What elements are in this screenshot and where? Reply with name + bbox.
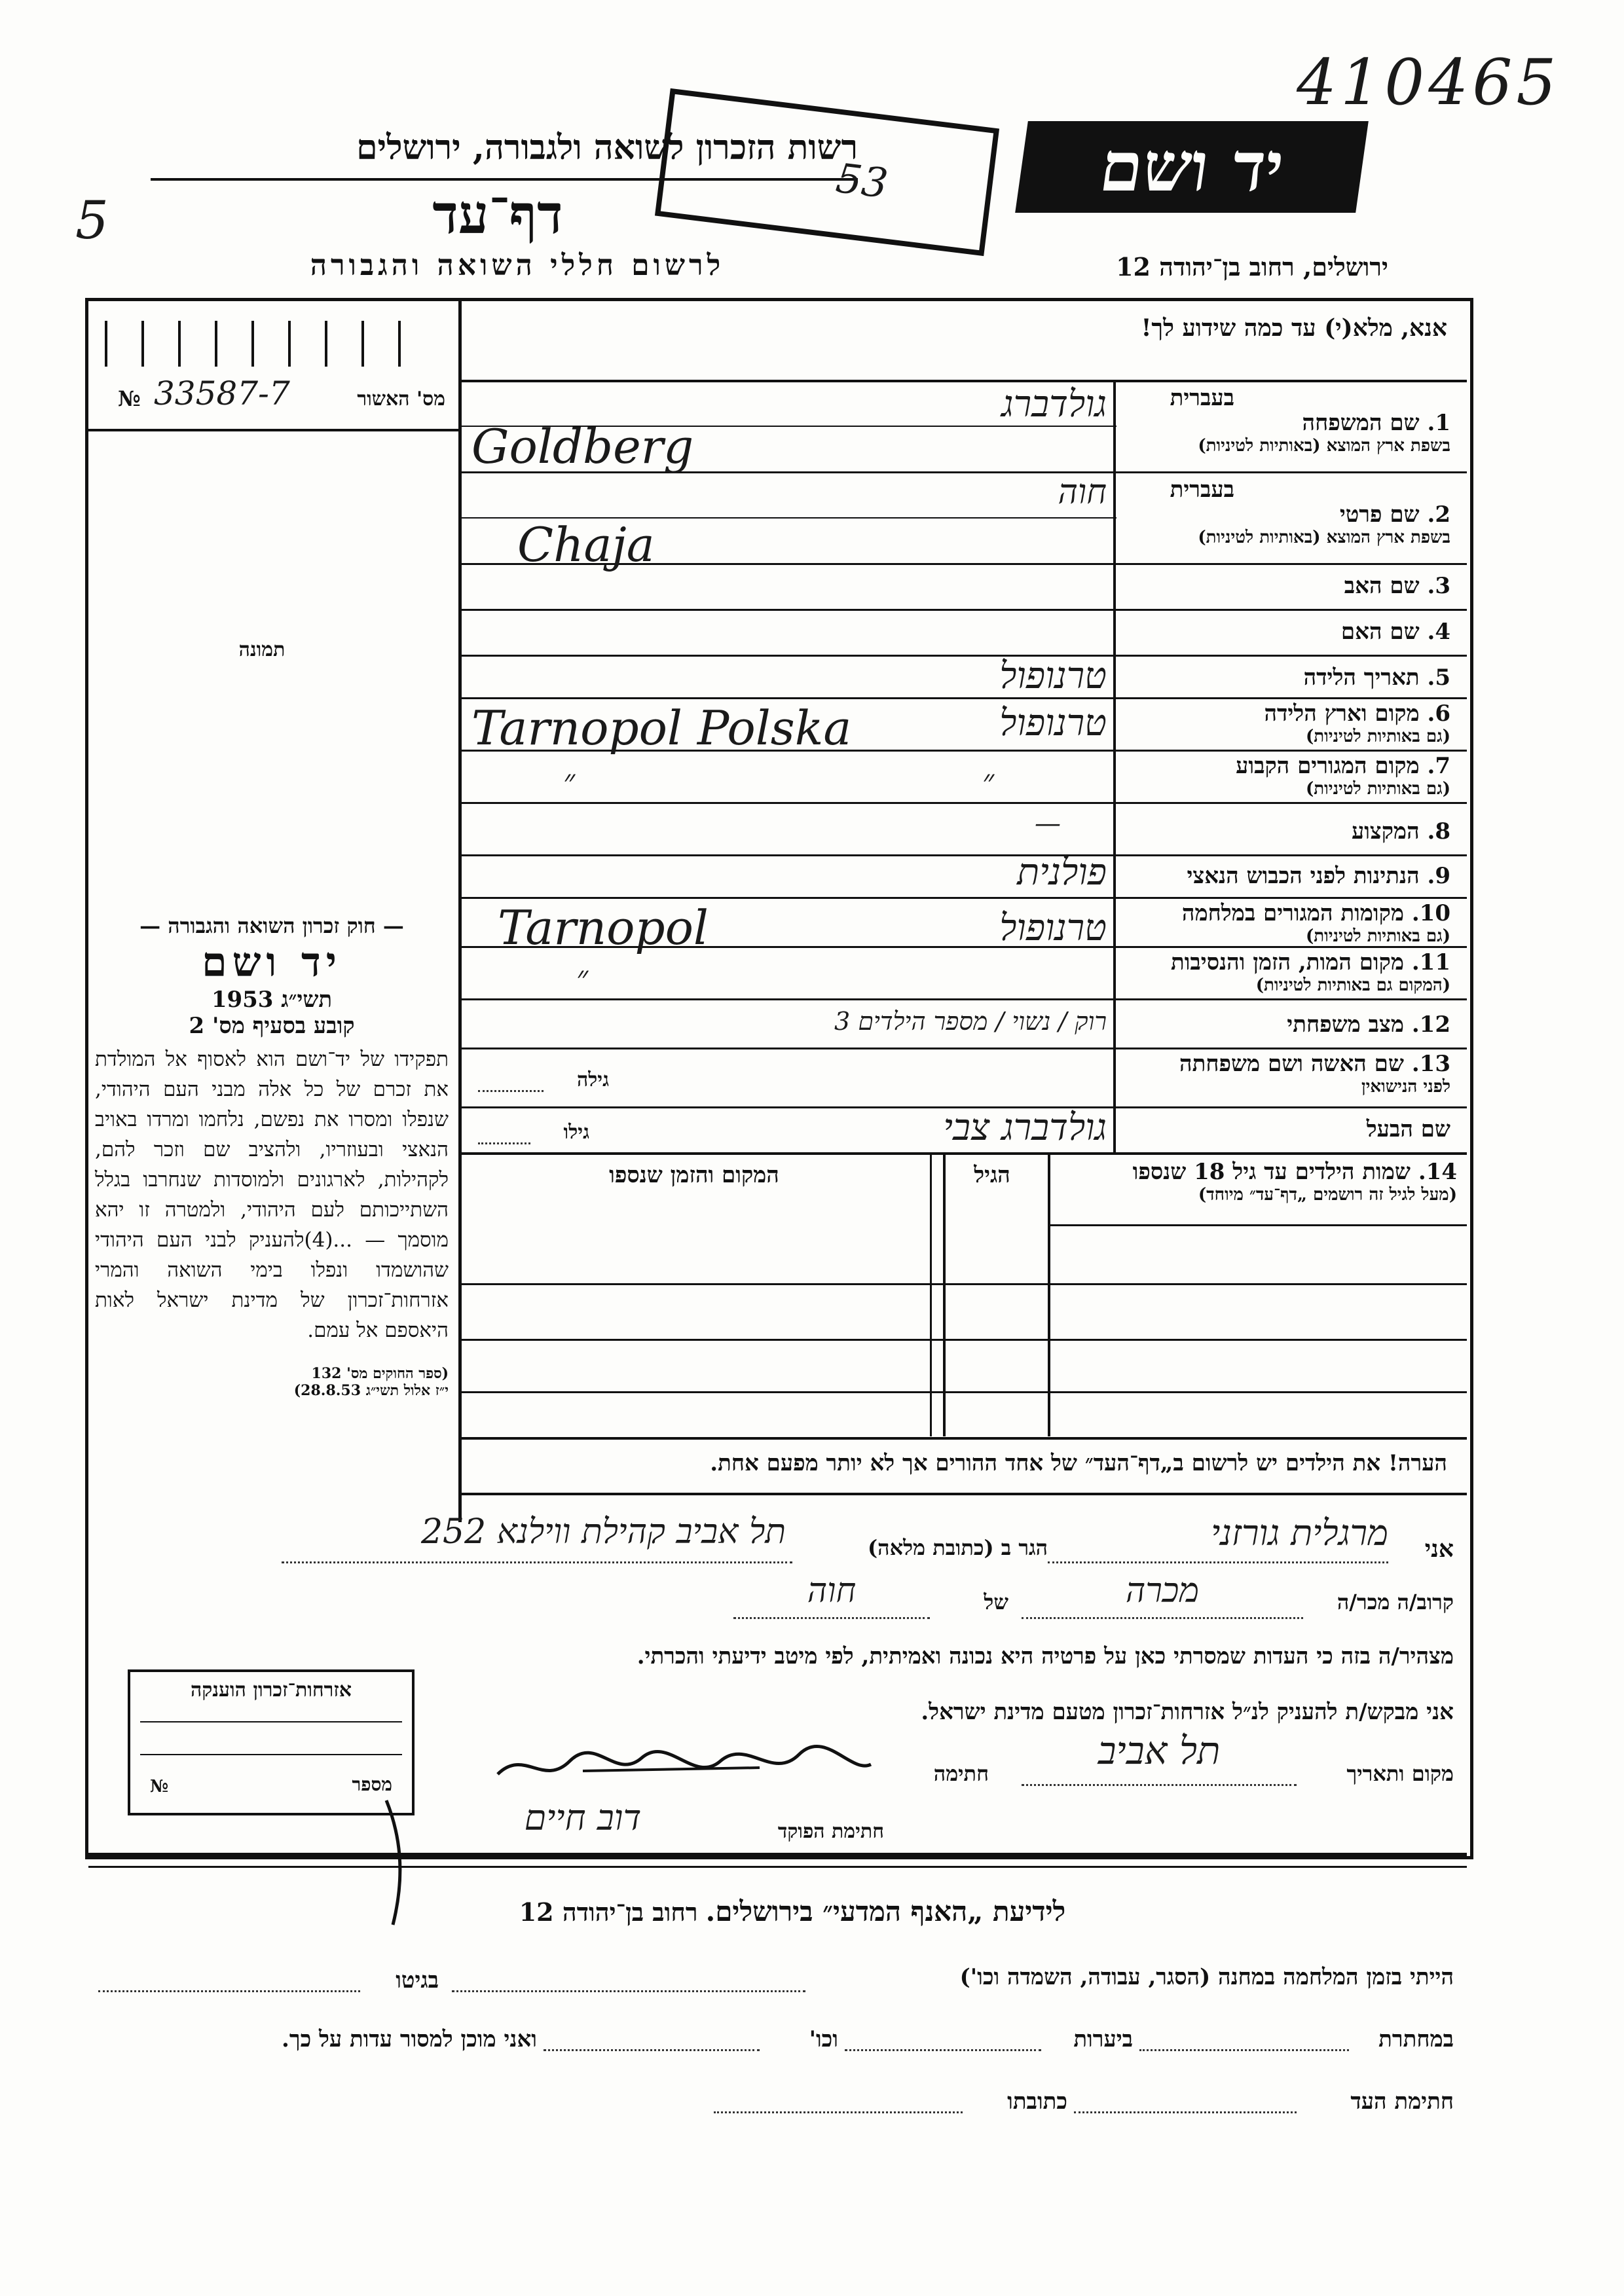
witness-address-label: כתובתו — [1007, 2088, 1067, 2115]
received-stamp — [655, 88, 999, 256]
logo-text: יד ושם — [1095, 126, 1289, 207]
info-title-row — [393, 1895, 1192, 1928]
witness-signature-line — [1074, 2111, 1297, 2113]
field-1-label — [1123, 385, 1450, 456]
children-note: הערה! את הילדים יש לרשום ב„דף־העד״ של אחד ההורים אך לא יותר מפעם אחת. — [710, 1450, 1447, 1476]
address-line — [282, 1561, 792, 1563]
citizenship-box-no: № — [150, 1777, 169, 1796]
law-year: תשי״ג 1953 — [211, 987, 333, 1013]
info-camp-line — [452, 1990, 805, 1992]
instruction: אנא, מלא(י) עד כמה שידוע לך! — [1141, 314, 1447, 342]
surname-latin: Goldberg — [471, 419, 694, 474]
field-2-num: 2. — [1427, 501, 1450, 528]
citizenship-box — [128, 1669, 415, 1815]
law-source-date: י״ז אלול תשי״ג 28.8.53) — [293, 1382, 449, 1399]
citizenship-request: אני מבקש/ת להעניק לנ״ל אזרחות־זכרון מטעם מדינת ישראל. — [921, 1699, 1454, 1725]
field-1-name: שם המשפחה — [1302, 410, 1420, 436]
husband-value: גולדברג צבי — [943, 1106, 1107, 1149]
citizenship-box-line — [140, 1721, 402, 1722]
children-header: 14. שמות הילדים עד גיל 18 שנספו (מעל לגיל זה רושמים „דף־עד״ מיוחד) — [1132, 1159, 1457, 1205]
info-line1: הייתי בזמן המלחמה במחנה (הסגר, עבודה, השמדה וכו') — [959, 1964, 1454, 1990]
stamp-date: 53 — [833, 154, 891, 208]
field-8-label: 8. המקצוע — [1351, 818, 1450, 845]
children-row-line — [462, 1339, 1467, 1341]
children-col-divider — [1048, 1155, 1050, 1436]
of-name: חוה — [807, 1571, 857, 1611]
citizenship-box-number-label: מספר — [352, 1774, 392, 1795]
firstname-hebrew: חוה — [1058, 473, 1107, 512]
section-separator — [88, 1853, 1467, 1857]
approval-separator — [85, 429, 458, 431]
law-title: — חוק זכרון השואה והגבורה — — [139, 913, 404, 938]
death-place-value: ״ — [576, 959, 589, 996]
field-6-label: 6. מקום וארץ הלידה (גם באותיות לטיניות) — [1264, 701, 1450, 746]
approval-no-symbol: № — [118, 386, 141, 411]
surname-hebrew: גולדברג — [1001, 383, 1107, 426]
info-underground: במחתרת — [1378, 2026, 1454, 2052]
info-etc: וכו' — [809, 2026, 838, 2052]
law-box — [95, 913, 449, 1399]
field-10-label: 10. מקומות המגורים במלחמה (גם באותיות לטיניות) — [1181, 900, 1450, 946]
profession-value: — — [1035, 809, 1061, 839]
husband-age-label: גילו — [563, 1121, 589, 1144]
info-forests: ביערות — [1073, 2026, 1133, 2052]
children-place-header: המקום והזמן שנספו — [609, 1162, 779, 1188]
row-line — [462, 609, 1467, 611]
of-name-line — [733, 1617, 930, 1619]
field-2-label — [1123, 477, 1450, 547]
residence-latin: ״ — [563, 763, 576, 799]
place-date-line — [1022, 1784, 1297, 1786]
witness-address-line — [714, 2111, 963, 2113]
official-signature-value: דוב חיים — [524, 1797, 642, 1838]
field-9-label: 9. הנתינות לפני הכבוש הנאצי — [1187, 863, 1450, 889]
row-line — [462, 998, 1467, 1000]
field-1-num: 1. — [1427, 410, 1450, 436]
row-line — [462, 897, 1467, 899]
yad-vashem-logo — [1015, 121, 1369, 213]
archive-number: 410465 — [1297, 46, 1560, 119]
children-row-line — [1050, 1224, 1467, 1226]
citizenship-box-line — [140, 1754, 402, 1755]
header-address: ירושלים, רחוב בן־יהודה 12 — [1116, 252, 1388, 282]
info-ghetto-line — [98, 1990, 360, 1992]
approval-ticks — [105, 321, 432, 367]
info-willing: ואני מוכן למסור עדות על כך. — [282, 2026, 537, 2052]
birthplace-latin: Tarnopol Polska — [471, 701, 852, 756]
field-1-tag: בעברית — [1170, 385, 1234, 411]
row-line — [462, 380, 1467, 382]
law-body: תפקידו של יד־ושם הוא לאסוף אל המולדת את זכרם של כל אלה מבני העם היהודי, שנפלו ומסרו את נפשם, נלחמו ומרדו באויב הנאצי ובעוזריו, ולהציב שם וזכר להם, לקהילות, לארגונים ולמוסדות שנחרבו בגלל השתייכותם לעם היהודי, ולמטרה זו יהא מוסמך — ...(4)להעניק לבני העם היהודי שהושמדו ונפלו בימי השואה והמרי אזרחות־זכרון של מדינת ישראל לאות היאספם אל עמם. — [95, 1048, 449, 1342]
children-row-line — [462, 1437, 1467, 1440]
children-age-header: הגיל — [974, 1162, 1010, 1188]
family-status-value: רוק / נשוי / מספר הילדים 3 — [834, 1007, 1107, 1036]
law-logo: יד ושם — [201, 938, 342, 986]
field-1-sub: בשפת ארץ המוצא (באותיות לטיניות) — [1198, 436, 1450, 456]
citizenship-value: פולנית — [1017, 851, 1107, 894]
form-subtitle: לרשום חללי השואה והגבורה — [310, 249, 725, 282]
photo-label: תמונה — [238, 638, 286, 661]
children-col-divider — [943, 1155, 946, 1436]
label-column-divider — [1113, 380, 1116, 1152]
relation-line — [1022, 1617, 1303, 1619]
witness-signature-label: חתימת העד — [1350, 2088, 1454, 2115]
field-5-label: 5. תאריך הלידה — [1303, 665, 1450, 691]
institution-name: רשות הזכרון לשואה ולגבורה, ירושלים — [356, 128, 858, 168]
children-row-line — [462, 1283, 1467, 1285]
signature-label: חתימה — [933, 1761, 989, 1786]
declarant-ani: אני — [1424, 1535, 1454, 1563]
declarant-name: מרגלית גורזני — [1211, 1512, 1388, 1554]
relation-value: מכרה — [1125, 1571, 1200, 1611]
wartime-residence-latin: Tarnopol — [498, 900, 709, 955]
field-2-name: שם פרטי — [1339, 501, 1420, 528]
info-title: לידיעת „האנף המדעי״ בירושלים. — [705, 1895, 1066, 1927]
field-13-label: 13. שם האשה ושם משפחתה לפני הנישואין — [1179, 1051, 1450, 1097]
corner-mark: 5 — [75, 190, 109, 251]
children-row-line — [462, 1391, 1467, 1393]
relation-label: קרוב/ה מכר/ה — [1337, 1590, 1454, 1614]
info-address: רחוב בן־יהודה 12 — [519, 1897, 698, 1927]
row-line — [462, 1152, 1467, 1155]
form-title: דף־עד — [432, 183, 563, 246]
children-col-divider — [930, 1155, 932, 1436]
info-forests-line — [845, 2049, 1041, 2051]
citizenship-box-title: אזרחות־זכרון הוענקה — [190, 1679, 352, 1702]
row-line — [462, 697, 1467, 699]
field-4-label: 4. שם האם — [1340, 619, 1450, 645]
field-11-label: 11. מקום המות, הזמן והנסיבות (המקום גם באותיות לטיניות) — [1170, 949, 1450, 995]
law-clause: קובע בסעיף מס' 2 — [189, 1013, 355, 1039]
address-label: הגר ב (כתובת מלאה) — [868, 1535, 1048, 1560]
place-date-value: תל אביב — [1098, 1728, 1221, 1773]
approval-label: מס' האשור — [357, 388, 445, 410]
info-ghetto: בגיטו — [396, 1967, 439, 1994]
info-underground-line — [1139, 2049, 1349, 2051]
note-bottom-line — [462, 1493, 1467, 1495]
wife-age-label: גילה — [576, 1068, 609, 1091]
field-12-label: 12. מצב משפחתי — [1287, 1011, 1450, 1038]
residence-hebrew: ״ — [982, 763, 995, 799]
info-etc-line — [544, 2049, 760, 2051]
firstname-latin: Chaja — [517, 517, 655, 572]
law-source: (ספר החוקים מס' 132 — [311, 1365, 449, 1382]
birthplace-hebrew: טרנופול — [999, 702, 1107, 744]
wartime-residence-hebrew: טרנופול — [999, 907, 1107, 949]
husband-label: שם הבעל — [1366, 1116, 1450, 1142]
approval-number: 33587-7 — [154, 374, 290, 412]
row-line — [462, 1048, 1467, 1049]
row-line — [462, 802, 1467, 804]
field-2-sub: בשפת ארץ המוצא (באותיות לטיניות) — [1198, 528, 1450, 547]
husband-age-line — [478, 1142, 530, 1144]
place-date-label: מקום ותאריך — [1346, 1761, 1454, 1786]
of-label: של — [984, 1590, 1008, 1614]
declaration-statement: מצהיר/ה בזה כי העדות שמסרתי כאן על פרטיה היא נכונה ואמיתית, לפי מיטב ידיעתי והכרתי. — [637, 1643, 1454, 1669]
declarant-signature — [485, 1735, 877, 1794]
official-signature-label: חתימת הפוקד — [777, 1820, 884, 1843]
declarant-address: תל אביב קהילת ווילנא 252 — [420, 1512, 786, 1552]
field-3-label: 3. שם האב — [1344, 573, 1450, 599]
field-7-label: 7. מקום המגורים הקבוע (גם באותיות לטיניות) — [1236, 753, 1450, 799]
declarant-name-line — [1048, 1561, 1388, 1563]
section-separator — [88, 1866, 1467, 1868]
wife-age-line — [478, 1090, 544, 1092]
birthdate-value: טרנופול — [999, 655, 1107, 697]
field-2-tag: בעברית — [1170, 477, 1234, 503]
